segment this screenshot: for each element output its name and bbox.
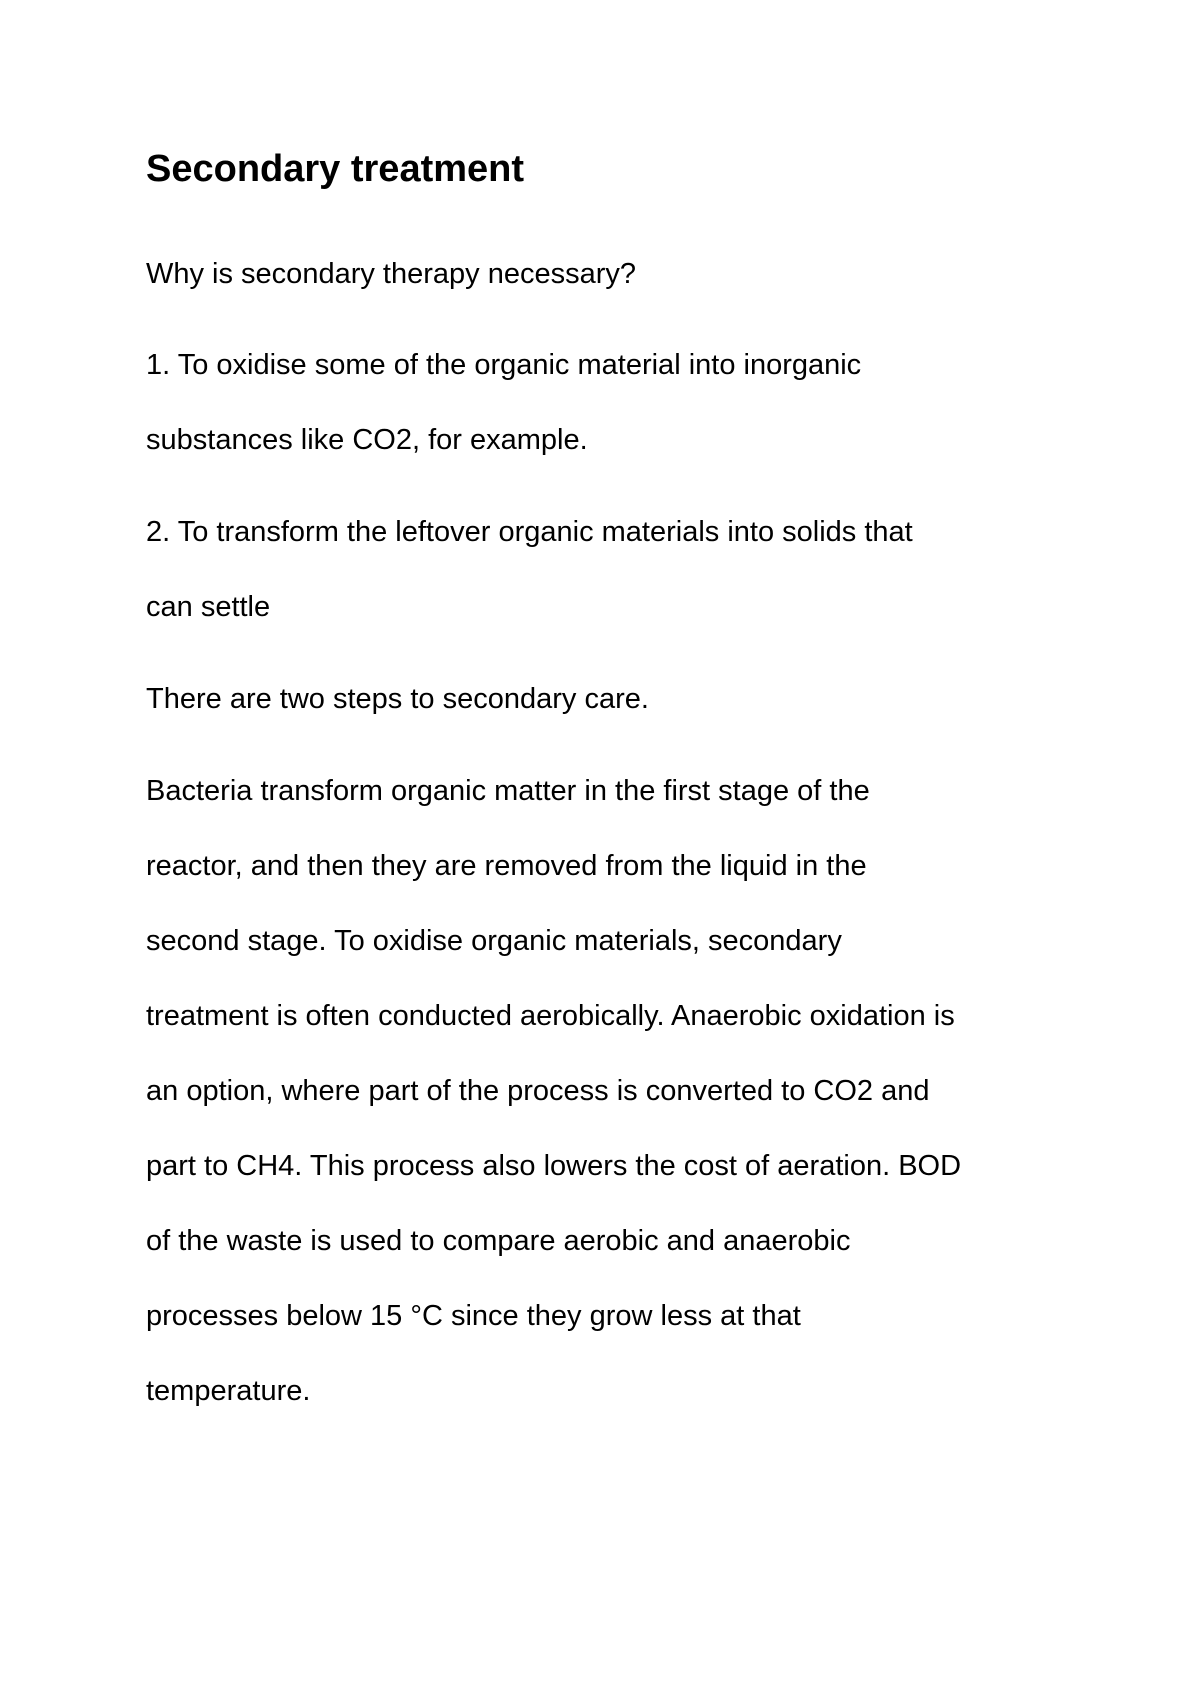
paragraph-line: an option, where part of the process is converted to CO2 and: [146, 1075, 930, 1107]
point-2-line-1: 2. To transform the leftover organic materials into solids that: [146, 516, 913, 548]
paragraph-line: second stage. To oxidise organic materials, secondary: [146, 925, 842, 957]
point-1-line-1: 1. To oxidise some of the organic material into inorganic: [146, 349, 862, 381]
paragraph-line: treatment is often conducted aerobically. Anaerobic oxidation is: [146, 1000, 955, 1032]
paragraph-line: processes below 15 °C since they grow less at that: [146, 1300, 801, 1332]
paragraph-line: Bacteria transform organic matter in the first stage of the: [146, 775, 870, 807]
paragraph-line: temperature.: [146, 1375, 311, 1407]
paragraph-line: part to CH4. This process also lowers the cost of aeration. BOD: [146, 1150, 962, 1182]
point-2-line-2: can settle: [146, 591, 271, 623]
point-1-line-2: substances like CO2, for example.: [146, 424, 588, 456]
paragraph-line: of the waste is used to compare aerobic and anaerobic: [146, 1225, 851, 1257]
steps-sentence: There are two steps to secondary care.: [146, 683, 649, 715]
page-title: Secondary treatment: [146, 148, 525, 190]
question-text: Why is secondary therapy necessary?: [146, 258, 636, 290]
paragraph-line: reactor, and then they are removed from the liquid in the: [146, 850, 867, 882]
